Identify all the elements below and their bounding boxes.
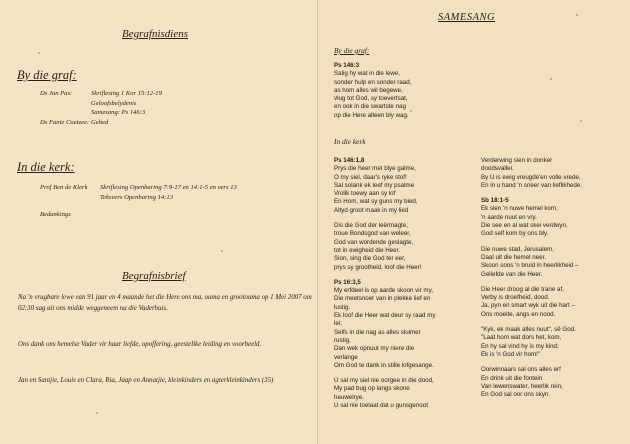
hymn-line: God self kom by ons bly. bbox=[481, 230, 549, 238]
hymn-line: En drink uit die fontein bbox=[481, 374, 543, 382]
hymn-line: Sion, sing die God ter eer, bbox=[334, 255, 406, 263]
hymn-line: rustig, bbox=[334, 336, 351, 344]
hymn-line: Ek is 'n God vir hom!" bbox=[481, 350, 541, 358]
hymn-line: Dan wek opnuut my niere die bbox=[334, 345, 415, 353]
hymn-line: "Kyk, ek maak alles nuut", sê God. bbox=[481, 326, 576, 334]
paper-speck bbox=[576, 14, 578, 16]
hymn-line: "Laat hom wat dors het, kom, bbox=[481, 334, 562, 342]
hymn-line: as hom alles wil begewe, bbox=[334, 86, 403, 94]
kerk-item-text: Skriflesing Openbaring 7:9-17 en 14:1-5 en vers 13 bbox=[100, 184, 237, 191]
paper-speck bbox=[221, 250, 223, 252]
kerk-item-text: Teksvers Openbaring 14:13 bbox=[100, 193, 174, 201]
hymn-line: Vrolik toewy aan sy lof bbox=[334, 190, 396, 198]
hymn-line: prys sy grootheid, loof die Heer! bbox=[334, 263, 422, 271]
hymn-line: Daal uit die hemel neer. bbox=[481, 253, 547, 261]
kerk-officiant: Prof Ben de Klerk bbox=[40, 184, 88, 191]
hymn-line: vlug tot God, sy toevertsat, bbox=[334, 95, 408, 103]
graf-officiant-1: Ds Jan Pas: bbox=[40, 90, 73, 97]
kerk-label: In die kerk bbox=[334, 137, 366, 146]
paper-speck bbox=[550, 78, 552, 80]
hymn-line: Die nuwe stad, Jerusalem, bbox=[481, 245, 554, 253]
hymn-line: Ons moeite, angs en nood. bbox=[481, 310, 556, 318]
hymn-line: tot in ewigheid die Heer. bbox=[334, 246, 401, 254]
hymn-title: Ps 16:3,5 bbox=[334, 278, 361, 286]
hymn-line: Die see en al wat skei verdwyn. bbox=[481, 222, 568, 230]
graf-heading: By die graf: bbox=[17, 68, 77, 82]
hymn-line: en ook in die swartste nag bbox=[334, 103, 406, 111]
hymn-line: U sal nie toelaat dat u gunsgenoot bbox=[334, 402, 428, 410]
hymn-line: heuwelrye. bbox=[334, 393, 364, 401]
hymn-line: God van wordende geslagte, bbox=[334, 238, 414, 246]
paper-speck bbox=[410, 110, 412, 112]
hymn-line: Van lewenswater, heerlik rein, bbox=[481, 382, 563, 390]
hymn-line: Dis die God der leërmagte, bbox=[334, 222, 408, 230]
hymn-line: Verderwing sien in donker bbox=[481, 157, 553, 164]
hymn-column-1 bbox=[334, 157, 482, 410]
hymn-title: Sb 18:1-5 bbox=[481, 197, 509, 205]
hymn-line: Skoon soos 'n bruid in heerlikheid – bbox=[481, 262, 579, 270]
hymn-line: Die meetsnoer van in plekke lief en bbox=[334, 295, 431, 303]
hymn-line: Selfs in die nag as alles sluimer bbox=[334, 328, 421, 336]
hymn-line: Prys die heer met blye galme, bbox=[334, 165, 416, 173]
graf-item-text: Geloofsbelydenis bbox=[91, 99, 137, 107]
graf-item-text: Skriflesing 1 Kor 15:12-19 bbox=[91, 90, 162, 97]
hymn-line: My erfdeel is op aarde skoon vir my, bbox=[334, 287, 433, 295]
paper-speck bbox=[38, 52, 40, 54]
bedankings-label: Bedankings bbox=[40, 211, 71, 218]
right-page bbox=[318, 0, 630, 444]
brief-paragraph-2: Ons dank ons hemelse Vader vir haar liefde, opoffering, geestelike leiding en voorbeeld. bbox=[18, 341, 262, 348]
brief-heading: Begrafnisbrief bbox=[122, 270, 186, 282]
hymn-line: By U is ewig vreugde'en volle vrede, bbox=[481, 173, 581, 181]
graf-program bbox=[40, 89, 310, 139]
hymn-line: sonder hulp en sonder raad, bbox=[334, 78, 412, 86]
graf-officiant-2: Ds Fanie Coetzee: bbox=[40, 119, 90, 126]
hymn-line: Verby is droefheid, dood. bbox=[481, 294, 550, 302]
hymn-line: Ja, pyn en smart wyk uit die hart – bbox=[481, 302, 575, 310]
hymn-column-2 bbox=[481, 157, 627, 399]
hymn-line: Altyd groot maak in my lied bbox=[334, 206, 409, 214]
brief-paragraph-3: Jan en Santjie, Louis en Clara, Ria, Jaap en Annatjie, kleinkinders en agterkleinkinders (35) bbox=[18, 377, 274, 384]
graf-item-text: Gebed bbox=[91, 119, 109, 126]
hymn-line: U sal my siel nie oorgee in die dood, bbox=[334, 377, 434, 385]
hymn-line: Salig hy wat in die lewe, bbox=[334, 70, 401, 78]
graf-item-text: Samesang: Ps 146:3 bbox=[91, 109, 146, 116]
hymn-line: En in u hand 'n sneer van lieflikhede. bbox=[481, 181, 582, 189]
hymn-line: Om God te dank in stille lofgesange. bbox=[334, 361, 434, 369]
hymn-line: 'n aarde nuut en vry. bbox=[481, 213, 537, 221]
hymn-line: My pad bug op langs skone bbox=[334, 385, 410, 393]
hymn-line: Ek loof die Heer wat deur sy raad my bbox=[334, 312, 436, 320]
kerk-program bbox=[40, 183, 315, 228]
hymn-line: lei; bbox=[334, 320, 342, 328]
service-title: Begrafnisdiens bbox=[122, 28, 188, 40]
hymn-line: Die Heer droog al die trane af, bbox=[481, 285, 564, 293]
graf-label: By die graf: bbox=[334, 46, 370, 55]
hymn-line: O my siel, daar's ryke stof! bbox=[334, 173, 407, 181]
kerk-heading: In die kerk: bbox=[17, 160, 75, 174]
hymn-line: Sal solank ek leef my psalme bbox=[334, 181, 415, 189]
hymn-line: En God sal oor ons skyn. bbox=[481, 391, 551, 399]
hymn-line: doodsvallei. bbox=[481, 165, 514, 173]
hymn-line: En hy sal vind hy is my kind; bbox=[481, 342, 559, 350]
brief-paragraph-1: Na 'n vrugbare lewe van 91 jaar en 4 maande het die Here ons ma, ouma en grootouma op 1 Mei 2007 om 02:30 sag uit ons midde weggeneem na die Vaderhuis. bbox=[18, 294, 312, 313]
hymn-line: verlange bbox=[334, 353, 358, 361]
hymn-line: En Hom, wat sy guns my bied, bbox=[334, 198, 418, 206]
hymn-line: lustig. bbox=[334, 303, 351, 311]
hymn-line: Geliefde van die Heer. bbox=[481, 270, 543, 278]
hymn-line: troue Bondsgod van weleer, bbox=[334, 230, 411, 238]
samesang-title: SAMESANG bbox=[438, 12, 496, 23]
hymn-title: Ps 146:3 bbox=[334, 62, 360, 69]
paper-speck bbox=[580, 120, 582, 122]
hymn-line: op die Here alleen bly wag. bbox=[334, 111, 409, 119]
paper-speck bbox=[96, 412, 98, 414]
hymn-graf bbox=[334, 62, 411, 120]
hymn-title: Ps 146:1,8 bbox=[334, 157, 365, 164]
hymn-line: Ek sien 'n nuwe hemel kom, bbox=[481, 205, 558, 213]
hymn-line: Oorwinnaars sal ons alles erf bbox=[481, 366, 561, 374]
